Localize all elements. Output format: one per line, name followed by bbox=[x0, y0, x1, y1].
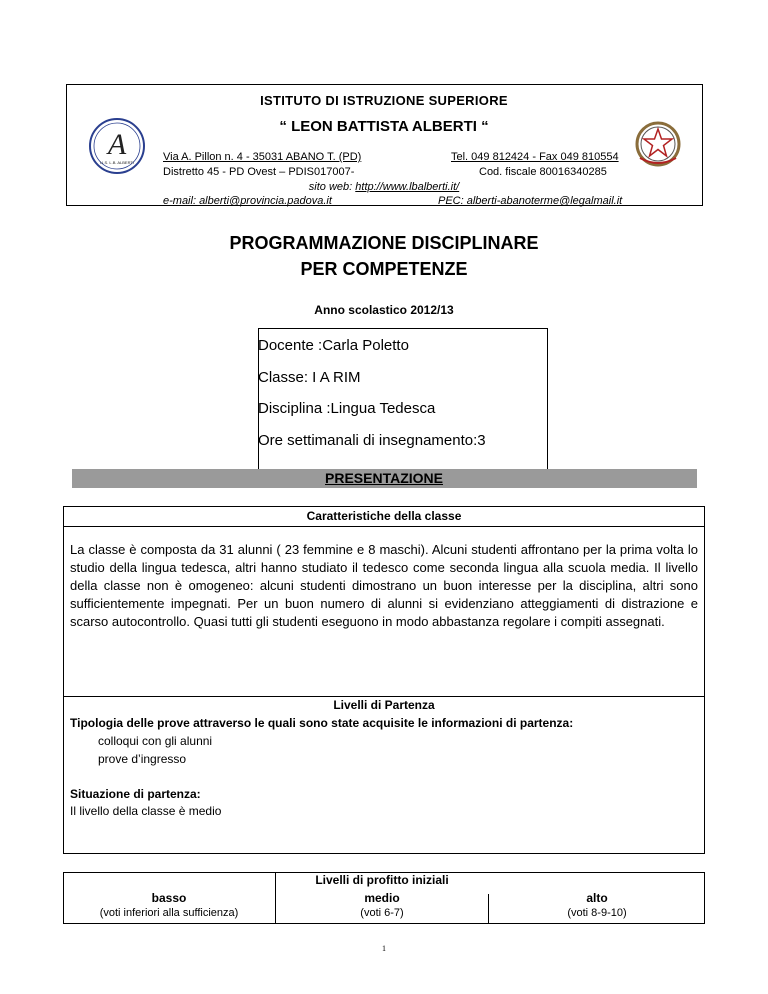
school-district: Distretto 45 - PD Ovest – PDIS017007- bbox=[163, 166, 355, 178]
divider bbox=[63, 526, 705, 527]
class-name: Classe: I A RIM bbox=[258, 369, 361, 386]
website-label: sito web: bbox=[308, 181, 356, 193]
email-link[interactable]: alberti@provincia.padova.it bbox=[199, 195, 332, 207]
test-type-item: prove d’ingresso bbox=[98, 752, 187, 766]
school-pec bbox=[438, 195, 622, 207]
doc-title-line2: PER COMPETENZE bbox=[300, 259, 468, 279]
levels-table-title: Livelli di profitto iniziali bbox=[315, 873, 449, 887]
starting-levels-heading: Livelli di Partenza bbox=[333, 698, 435, 712]
school-website bbox=[0, 181, 768, 193]
level-medium: medio bbox=[364, 891, 400, 905]
school-type: ISTITUTO DI ISTRUZIONE SUPERIORE bbox=[260, 93, 508, 108]
weekly-hours: Ore settimanali di insegnamento:3 bbox=[258, 432, 486, 449]
teacher-name: Docente :Carla Poletto bbox=[258, 337, 409, 354]
pec-link[interactable]: PEC: alberti-abanoterme@legalmail.it bbox=[438, 195, 623, 207]
svg-text:I.I.S. L.B. ALBERTI: I.I.S. L.B. ALBERTI bbox=[100, 160, 134, 165]
level-high: alto bbox=[586, 891, 608, 905]
school-email bbox=[163, 195, 332, 207]
page-number: 1 bbox=[382, 944, 386, 953]
school-address: Via A. Pillon n. 4 - 35031 ABANO T. (PD) bbox=[163, 151, 362, 163]
section-title-presentazione: PRESENTAZIONE bbox=[325, 470, 443, 486]
starting-situation-label: Situazione di partenza: bbox=[70, 787, 201, 801]
website-link[interactable]: http://www.lbalberti.it/ bbox=[355, 181, 460, 193]
svg-text:A: A bbox=[107, 128, 127, 161]
email-label: e-mail: bbox=[163, 195, 200, 207]
level-low: basso bbox=[151, 891, 187, 905]
test-type-item: colloqui con gli alunni bbox=[98, 734, 213, 748]
starting-situation-text: Il livello della classe è medio bbox=[70, 804, 222, 818]
level-high-range: (voti 8-9-10) bbox=[567, 907, 627, 919]
subject: Disciplina :Lingua Tedesca bbox=[258, 400, 436, 417]
class-characteristics-text: La classe è composta da 31 alunni ( 23 femmine e 8 maschi). Alcuni studenti affrontano per la prima volta lo studio della lingua tedesca, altri hanno studiato il tedesco come seconda lingua alla scuola media. Il livello della classe non è omogeneo: alcuni studenti dimostrano un buon interesse per la disciplina, altri sono sufficientemente impegnati. Per un buon numero di alunni si evidenziano atteggiamenti di distrazione e scarso autocontrollo. Quasi tutti gli studenti eseguono in modo abbastanza regolare i compiti assegnati. bbox=[70, 542, 698, 629]
level-low-range: (voti inferiori alla sufficienza) bbox=[99, 907, 239, 919]
school-tax-code: Cod. fiscale 80016340285 bbox=[479, 166, 607, 178]
test-types-label: Tipologia delle prove attraverso le quali sono state acquisite le informazioni di partenza: bbox=[70, 716, 574, 730]
level-medium-range: (voti 6-7) bbox=[360, 907, 404, 919]
divider bbox=[63, 696, 705, 697]
class-characteristics-heading: Caratteristiche della classe bbox=[306, 509, 462, 523]
school-phone: Tel. 049 812424 - Fax 049 810554 bbox=[451, 151, 619, 163]
school-year: Anno scolastico 2012/13 bbox=[314, 303, 454, 317]
doc-title-line1: PROGRAMMAZIONE DISCIPLINARE bbox=[229, 233, 539, 253]
school-name: “ LEON BATTISTA ALBERTI “ bbox=[279, 118, 489, 135]
